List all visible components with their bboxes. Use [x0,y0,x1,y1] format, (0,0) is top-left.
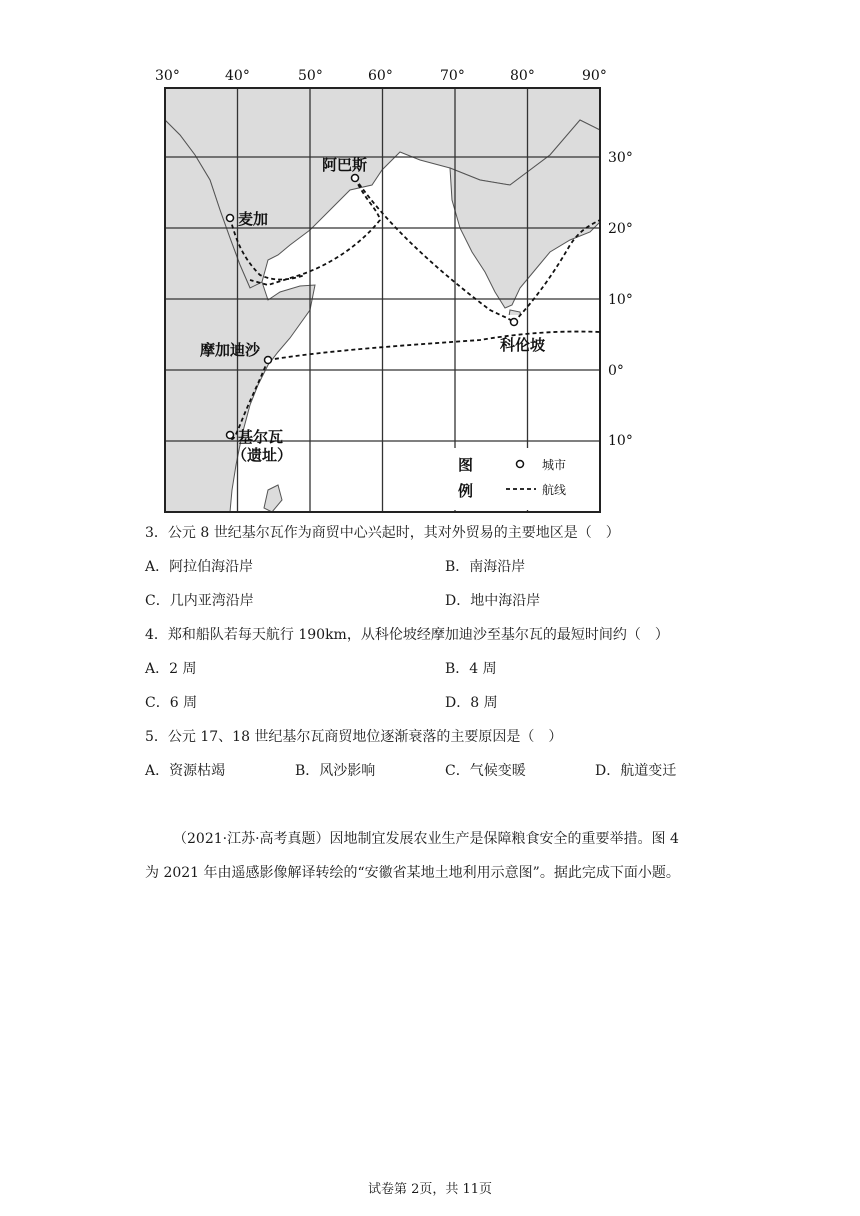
question-5-option-c[interactable]: C．气候变暖 [445,763,526,779]
lat-label-30n: 30° [608,150,633,166]
question-3-option-d[interactable]: D．地中海沿岸 [445,593,541,609]
lat-label-0: 0° [608,363,624,379]
city-label-mecca: 麦加 [238,210,269,228]
question-5-option-a[interactable]: A．资源枯竭 [145,763,226,779]
page-footer: 试卷第 2页，共 11页 [367,1182,493,1197]
lon-label-50: 50° [298,68,323,84]
lon-label-40: 40° [225,68,250,84]
city-label-mogadishu: 摩加迪沙 [200,341,261,359]
city-label-abbas: 阿巴斯 [322,156,368,174]
legend-title-1: 图 [458,456,474,474]
indian-ocean-map [150,60,650,520]
question-4-option-b[interactable]: B．4 周 [445,661,497,677]
map-svg [150,60,650,520]
question-4-option-d[interactable]: D．8 周 [445,695,498,711]
legend-city-icon [517,461,524,468]
question-3-option-c[interactable]: C．几内亚湾沿岸 [145,593,254,609]
lon-label-60: 60° [368,68,393,84]
question-4-stem: 4．郑和船队若每天航行 190km，从科伦坡经摩加迪沙至基尔瓦的最短时间约（ ） [145,627,669,643]
lon-label-80: 80° [510,68,535,84]
question-4-option-a[interactable]: A．2 周 [145,661,197,677]
question-5-option-d[interactable]: D．航道变迁 [595,763,677,779]
intro-paragraph-line-1 [145,822,725,856]
intro-paragraph-line-2: 为 2021 年由遥感影像解译转绘的“安徽省某地土地利用示意图”。据此完成下面小题。 [145,865,680,881]
legend-city-label: 城市 [542,458,567,472]
question-4-option-c[interactable]: C．6 周 [145,695,198,711]
map-legend [448,448,598,510]
city-marker-mecca [227,215,234,222]
legend-route-label: 航线 [542,483,567,497]
city-label-kilwa: 基尔瓦 [238,428,284,446]
lat-label-10n: 10° [608,292,633,308]
lon-label-70: 70° [440,68,465,84]
intro-paragraph-line-1-text: （2021·江苏·高考真题）因地制宜发展农业生产是保障粮食安全的重要举措。图 4 [173,831,679,847]
intro-paragraph [145,822,725,890]
lat-label-10s: 10° [608,433,633,449]
lon-label-30: 30° [155,68,180,84]
lat-label-20n: 20° [608,221,633,237]
question-3-option-b[interactable]: B．南海沿岸 [445,559,526,575]
city-label-kilwa-note: （遗址） [232,446,293,464]
question-5-option-b[interactable]: B．风沙影响 [295,763,376,779]
land-madagascar [264,485,282,512]
question-3-stem: 3．公元 8 世纪基尔瓦作为商贸中心兴起时，其对外贸易的主要地区是（ ） [145,525,620,541]
city-label-colombo: 科伦坡 [500,336,546,354]
city-marker-abbas [352,175,359,182]
city-marker-kilwa [227,432,234,439]
question-5-stem: 5．公元 17、18 世纪基尔瓦商贸地位逐渐衰落的主要原因是（ ） [145,729,563,745]
city-marker-colombo [511,319,518,326]
lon-label-90: 90° [582,68,607,84]
legend-title-2: 例 [458,482,474,500]
question-3-option-a[interactable]: A．阿拉伯海沿岸 [145,559,254,575]
city-marker-mogadishu [265,357,272,364]
